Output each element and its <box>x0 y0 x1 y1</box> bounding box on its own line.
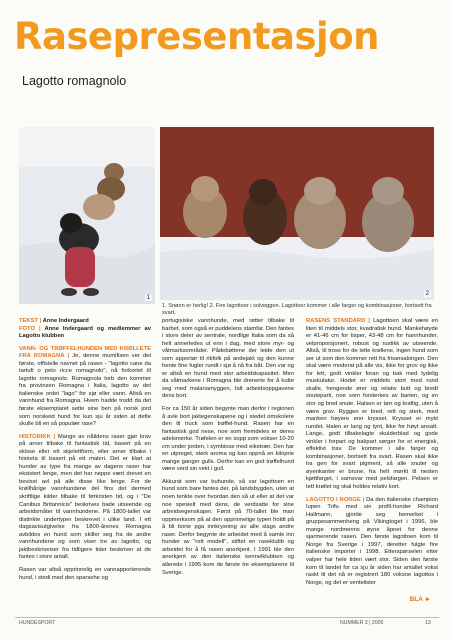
footer-rule <box>15 617 439 618</box>
breed-subtitle: Lagotto romagnolo <box>22 74 127 88</box>
credit-photo-label: FOTO <box>19 325 35 332</box>
text-column-3 <box>306 318 438 592</box>
photo-four-lagottos <box>160 127 434 300</box>
body-continued: Rasen var altså opprinnelig en vannapporterende hund, i stedi med den sparsehe og <box>19 566 151 581</box>
body-standard: Lagottoen skal være en liten til middels stor, kvadratisk hund. Mankehøyde er 41-46 cm for tisper, 43-48 cm for hannhunder, velproporsjonert, robust og rustikk av utseende. Altså, til tross for de lette krøllene, ingen hund som ser ut som den kommer rett fra frisørsalongen. Den skal være moderat på alle vis, ikke for grov og ikke for lett, godt vinkler foran og bak med tydelig muskulatur. Hodet er middels stort med rund skalle, hengende ører og relativ butt og bredt snuteparti, noe som forsterkes av barten, og en stor og bred snute. Halsen er tørr og kraftig, uten å være grov. Ryggen er bred, rett og sterk, med manken høyere enn krysset. Krysset er mykt rundet. Halen er lang og tynt, ikke for høyt ansatt. Lange, godt tilbakelagte skulderblad og gode vinkler i forpart og bakpart sørger for et energisk, effektivt trav. De kommer i alle farger og kombinasjoner, bortsett fra svart. Rasen skal ikke ha gen for svart pigment, så alle snuter og øyenkanter er brune, fra helt mørkt til nesten kjøttfarget, i samsvar med pelsfargen. Pelsen er tett krøllet og skal holdes relativ kort. <box>306 318 438 491</box>
continue-reading-label: BLA ► <box>409 596 431 603</box>
credit-photo-value: Anne Indergaard og medlemmer av Lagotto klubben <box>19 325 151 340</box>
credit-text-label: TEKST <box>19 318 39 324</box>
paragraph-2b: For ca 150 år siden begynte man derfor i regionen å avle bort jaktegenskapene og i stedet omskolere den til truck som trøffel-hund. Rasen har en fantastisk god nese, noe som fremdeles er deres adelsmerke. Trøfelen er en sopp som vokser 10-20 cm under jorden, i symbiose med eiketrær. Den har en utpreget, sterk aroma og kan oppnå en kiloprie mange ganger gulls. Derfor kan en god trøffelhund være verd sin vekt i gull. <box>162 406 294 473</box>
credit-text-value: Anne Indergaard <box>42 318 89 324</box>
paragraph-standard: RASENS STANDARD | Lagottoen skal være en liten til middels stor, kvadratisk hund. Mankehøyde er 41-46 cm for tisper, 43-48 cm for hannhunder, velproporsjonert, robust og rustikk av utseende. Altså, til tross for de lette krøllene, ingen hund som ser ut som den kommer rett fra frisørsalongen. Den skal være moderat på alle vis, ikke for grov og ikke for lett, godt vinkler foran og bak med tydelig muskulatur. Hodet er middels stort med rund skalle, hengende ører og relativ butt og bredt snuteparti, noe som forsterkes av barten, og en stor og bred snute. Halsen er tørr og kraftig, uten å være grov. Ryggen er bred, rett og sterk, med manken høyere enn krysset. Krysset er mykt rundet. Halen er lang og tynt, ikke for høyt ansatt. Lange, godt tilbakelagte skulderblad og gode vinkler i forpart og bakpart sørger for et energisk, effektivt trav. De kommer i alle farger og kombinasjoner, bortsett fra svart. Rasen skal ikke ha gen for svart pigment, så alle snuter og øyenkanter er brune, fra helt mørkt til nesten kjøttfarget, i samsvar med pelsfargen. Pelsen er tett krøllet og skal holdes relativ kort. <box>306 318 438 491</box>
photo-number-1: 1 <box>146 295 150 301</box>
credits: TEKST | Anne Indergaard FOTO | Anne Indergaard og medlemmer av Lagotto klubben <box>19 318 151 340</box>
text-column-1 <box>19 318 151 587</box>
heading-lagotto-i-norge: LAGOTTO I NORGE <box>306 496 361 503</box>
footer-magazine-name: HUNDESPORT <box>19 620 56 626</box>
body-historikk: Mange av nålidens raser gjør krav på arner tilbake til fantastisk tid, basert på en skisse eller ett skjelettform, eller arner tilbake i historia til basert på ett maleri. Det er klart at hunder av type fra mange av dagens raser har eksistert lenge, men det har neppe vært drevet en bevisst avl på alle disse like lenge. For de krøllhårige vannhundene del fins det dermed skriftlige kilder tilbake til førkristen tid, og i "De Canibus Britannicis" beskrives bade utseende og arbeidsmåter til vannhundene. På 1800-tallet var distinkte undertyper beskrevet i ulike land. I ett dagsavisutgivelse fra 1800-årenes Romagna avbildes en hund som skiller seg fra de andre vannhundene og som viser tre av lagotto, og jaktbeskriveiser fra tidligere tider beskriver at de fantes i store antall. <box>19 433 151 561</box>
paragraph-2c: Akkurat som var buhunde, så var lagottoen en hund som bare fantes der, på landsbygden, uten at noen tenkte over hvordan den så ut eller at det var noe spesielt med dens, de verdsatte for sine arbeidsegenskaper. Først på 70-tallet ble man oppmerksom på at den opprinnelige typen holdt på å bli borte pga innkrysning av alle slags andre raser. Derfor begynte de arbeidet med å samle inn hunder av "rett modell", stiftet en raseklubb og arbeidet for å få rasen anerkjent. I 1991 ble den anerkjent av den italienske kennelklubben og allerede i 1995 kom de første tre eksemplarene til Sverige. <box>162 478 294 576</box>
heading-historikk: HISTORIKK <box>19 433 51 440</box>
section-title: Rasepresentasjon <box>14 15 379 58</box>
paragraph-2a: portugisiske vannhunde, med røtter tilbake til barbet, som også er puddelens stamfar. Den fantes i store deler av sentrale, nordlige Italia som da så helt annerledes ut enn i dag, med store myr- og våtmarksområder. Pådebøttene der leide den ut som apportør til rikfolk på andejakt og den kunne hente fine fugler rundt i sjø å nå fra båt. Den var og er altså en hund med stor arbeidskapasitet. Men da våtmarkene i Romagna ble drenerte for å kutte seg med malariamyggen, falt arbeidsoppgavene dens bort. <box>162 318 294 400</box>
photo-caption: 1. Snøen er herlig! 2. Fire lagottoer i solveggen. Lagottoer kommer i alle farger og kombinasjoner, bortsett fra svart. <box>162 303 432 316</box>
paragraph-norge: LAGOTTO I NORGE | Da den italienske champion Iupen Trifu med sin profil-hunder Richard Hallmann, gjorde seg bemerket i gruppesammenheng på Vikingtoget i 1996, ble mange nordmenns øyne åpnet for denne sjarmerende rasen. Den første lagottoen kom til Norge fra Sverige i 1997, deretter fulgte fire italienske importer i 1998. Etterspørselen etter valper har hele tiden vært stor. Siden den første kom til landet for ca sju år siden har antallet vokst raskt til det nå er registrert 180 voksne lagottos i Norge, og det er ventelister <box>306 496 438 586</box>
photo-number-2: 2 <box>425 291 429 297</box>
body-intro: Je, denne mumifisen ver det første, offisielle navnet på rasen - "lagotto cane da tartufi o pelo ricce romagnolo", nå forkortet til lagotto romagnolo. Romagnola torb den kommer fra provinsen Romagna i Italia, lagotto av det italienske ordet "lago" for sjø eller vann. Altså en vannhund fra Romagna. Hvem hadde trodd da det første eksemplaret sette sine ben på norsk jord som norskeid hund for kun sju år siden at dette skulle bli en så populær rase? <box>19 353 152 428</box>
paragraph-intro: VANN- OG TRØFFELHUNDEN MED KRØLLETE FRA ROMAGNA | Je, denne mumifisen ver det første, offisielle navnet på rasen - "lagotto cane da tartufi o pelo ricce romagnolo", nå forkortet til lagotto romagnolo. Romagnola torb den kommer fra provinsen Romagna i Italia, lagotto av det italienske ordet "lago" for sjø eller vann. Altså en vannhund fra Romagna. Hvem hadde trodd da det første eksemplaret sette sine ben på norsk jord som norskeid hund for kun sju år siden at dette skulle bli en så populær rase? <box>19 345 152 428</box>
page-number: 13 <box>425 620 431 626</box>
paragraph-continued <box>19 567 151 582</box>
heading-vann-og-troffelhunden: VANN- OG TRØFFELHUNDEN MED KRØLLETE FRA ROMAGNA <box>19 345 151 360</box>
footer-issue: NUMMER 3 | 2005 <box>340 620 384 626</box>
body-norge: Da den italienske champion Iupen Trifu med sin profil-hunder Richard Hallmann, gjorde seg bemerket i gruppesammenheng på Vikingtoget i 1996, ble mange nordmenns øyne åpnet for denne sjarmerende rasen. Den første lagottoen kom til Norge fra Sverige i 1997, deretter fulgte fire italienske importer i 1998. Etterspørselen etter valper har hele tiden vært stor. Siden den første kom til landet for ca sju år siden har antallet vokst raskt til det nå er registrert 180 voksne lagottos i Norge, og det er ventelister <box>306 496 438 586</box>
heading-rasens-standard: RASENS STANDARD <box>306 318 366 324</box>
text-column-2 <box>162 318 294 582</box>
photo-dogs-in-snow <box>19 127 155 304</box>
paragraph-historikk: HISTORIKK | Mange av nålidens raser gjør krav på arner tilbake til fantastisk tid, basert på en skisse eller ett skjelettform, eller arner tilbake i historia til basert på ett maleri. Det er klart at hunder av type fra mange av dagens raser har eksistert lenge, men det har neppe vært drevet en bevisst avl på alle disse like lenge. For de krøllhårige vannhundene del fins det dermed skriftlige kilder tilbake til førkristen tid, og i "De Canibus Britannicis" beskrives bade utseende og arbeidsmåter til vannhundene. På 1800-tallet var distinkte undertyper beskrevet i ulike land. I ett dagsavisutgivelse fra 1800-årenes Romagna avbildes en hund som skiller seg fra de andre vannhundene og som viser tre av lagotto, og jaktbeskriveiser fra tidligere tider beskriver at de fantes i store antall. <box>19 433 151 561</box>
